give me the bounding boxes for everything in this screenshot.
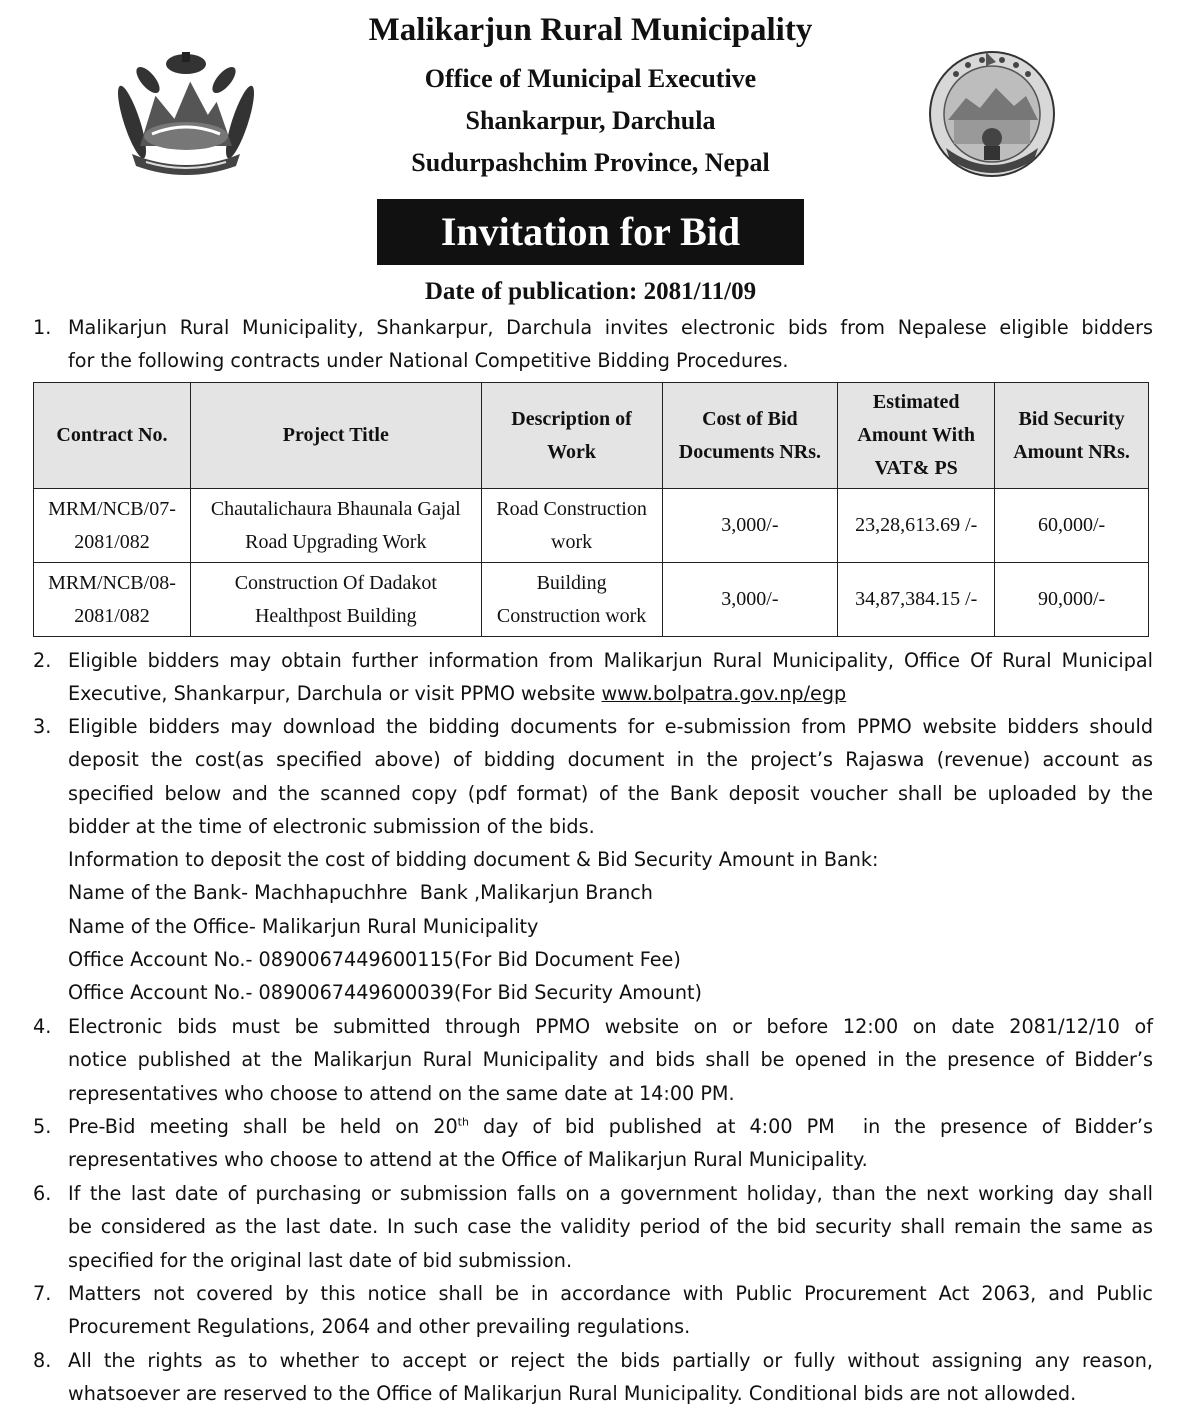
paragraph-line: Executive, Shankarpur, Darchula or visit PPMO website [68, 682, 602, 706]
paragraph-line: bidder at the time of electronic submission of the bids. [68, 814, 595, 838]
paragraph-line: Pre-Bid meeting shall be held on 20 [68, 1115, 458, 1138]
contract-number-cell: MRM/NCB/07-2081/082 [34, 489, 191, 563]
paragraph-line: representatives who choose to attend at the Office of Malikarjun Rural Municipality. [68, 1148, 868, 1172]
paragraph-line: Eligible bidders may download the bidding documents for e-submission from PPMO website bidders should [68, 715, 1153, 738]
paragraph-line: be considered as the last date. In such case the validity period of the bid security shall remain the same as [68, 1215, 1153, 1239]
paragraph-line: Eligible bidders may obtain further information from Malikarjun Rural Municipality, Office Of Rural Municipal [68, 649, 1153, 672]
paragraph-line: whatsoever are reserved to the Office of Malikarjun Rural Municipality. Conditional bids are not allowded. [68, 1382, 1077, 1406]
bank-name: Name of the Bank- Machhapuchhre Bank ,Malikarjun Branch [68, 881, 653, 905]
paragraph-5 [33, 1110, 1153, 1177]
paragraph-2 [33, 644, 1153, 711]
publication-date: Date of publication: 2081/11/09 [424, 278, 757, 305]
address-line: Shankarpur, Darchula [465, 106, 716, 135]
bank-info-heading: Information to deposit the cost of bidding document & Bid Security Amount in Bank: [68, 848, 879, 872]
paragraph-line: representatives who choose to attend on the same date at 14:00 PM. [68, 1081, 735, 1105]
paragraph-line: Malikarjun Rural Municipality, Shankarpur, Darchula invites electronic bids from Nepalese eligible bidders [68, 316, 1153, 339]
paragraph-number: 1. [33, 316, 52, 339]
paragraph-7 [33, 1277, 1153, 1344]
paragraph-number: 4. [33, 1015, 52, 1038]
paragraph-line: Procurement Regulations, 2064 and other prevailing regulations. [68, 1315, 691, 1339]
paragraph-number: 3. [33, 715, 52, 738]
column-header: Estimated Amount With VAT& PS [838, 383, 995, 489]
paragraph-3 [33, 710, 1153, 1010]
paragraph-line: specified below and the scanned copy (pdf format) of the Bank deposit voucher shall be uploaded by the [68, 781, 1153, 805]
paragraph-line: If the last date of purchasing or submission falls on a government holiday, than the next working day shall [68, 1182, 1153, 1205]
invitation-banner: Invitation for Bid [377, 199, 804, 265]
paragraph-6 [33, 1177, 1153, 1277]
paragraph-number: 2. [33, 649, 52, 672]
contract-number-cell: MRM/NCB/08-2081/082 [34, 563, 191, 637]
contracts-table [33, 382, 1149, 637]
paragraph-number: 6. [33, 1182, 52, 1205]
ordinal-suffix: th [457, 1115, 469, 1129]
estimate-cell: 23,28,613.69 /- [838, 489, 995, 563]
province-line: Sudurpashchim Province, Nepal [411, 148, 770, 177]
paragraph-line: deposit the cost(as specified above) of bidding document in the project’s Rajaswa (revenue) account as [68, 748, 1153, 772]
column-header: Bid Security Amount NRs. [995, 383, 1149, 489]
paragraph-line: All the rights as to whether to accept or reject the bids partially or fully without assigning any reason, [68, 1349, 1153, 1372]
paragraph-number: 7. [33, 1282, 52, 1305]
column-header: Cost of Bid Documents NRs. [662, 383, 838, 489]
security-cell: 90,000/- [995, 563, 1149, 637]
security-cell: 60,000/- [995, 489, 1149, 563]
table-row [34, 563, 1149, 637]
paragraph-line: Electronic bids must be submitted through PPMO website on or before 12:00 on date 2081/12/10 of [68, 1015, 1153, 1038]
paragraph-1 [33, 311, 1153, 378]
paragraph-8 [33, 1344, 1153, 1411]
ppmo-website-link[interactable]: www.bolpatra.gov.np/egp [601, 682, 847, 706]
description-cell: Building Construction work [481, 563, 662, 637]
paragraph-line: specified for the original last date of bid submission. [68, 1248, 573, 1272]
table-row [34, 489, 1149, 563]
project-title-cell: Chautalichaura Bhaunala Gajal Road Upgrading Work [190, 489, 481, 563]
notice-header [0, 0, 1181, 190]
description-cell: Road Construction work [481, 489, 662, 563]
office-line: Office of Municipal Executive [424, 64, 757, 93]
paragraph-4 [33, 1010, 1153, 1110]
project-title-cell: Construction Of Dadakot Healthpost Building [190, 563, 481, 637]
malikarjun-municipality-logo-icon [926, 48, 1058, 180]
paragraph-line: day of bid published at 4:00 PM in the presence of Bidder’s [468, 1115, 1153, 1138]
cost-cell: 3,000/- [662, 563, 838, 637]
account-number-fee: Office Account No.- 0890067449600115(For Bid Document Fee) [68, 948, 681, 972]
table-header-row [34, 383, 1149, 489]
paragraph-line: Matters not covered by this notice shall be in accordance with Public Procurement Act 2063, and Public [68, 1282, 1153, 1305]
estimate-cell: 34,87,384.15 /- [838, 563, 995, 637]
paragraph-number: 8. [33, 1349, 52, 1372]
municipality-title: Malikarjun Rural Municipality [368, 12, 813, 48]
column-header: Contract No. [34, 383, 191, 489]
paragraph-number: 5. [33, 1115, 52, 1138]
paragraph-line: for the following contracts under National Competitive Bidding Procedures. [68, 349, 789, 373]
office-name: Name of the Office- Malikarjun Rural Municipality [68, 914, 539, 938]
column-header: Project Title [190, 383, 481, 489]
paragraph-line: notice published at the Malikarjun Rural Municipality and bids shall be opened in the presence of Bidder’s [68, 1048, 1153, 1072]
cost-cell: 3,000/- [662, 489, 838, 563]
account-number-security: Office Account No.- 0890067449600039(For Bid Security Amount) [68, 981, 702, 1005]
column-header: Description of Work [481, 383, 662, 489]
